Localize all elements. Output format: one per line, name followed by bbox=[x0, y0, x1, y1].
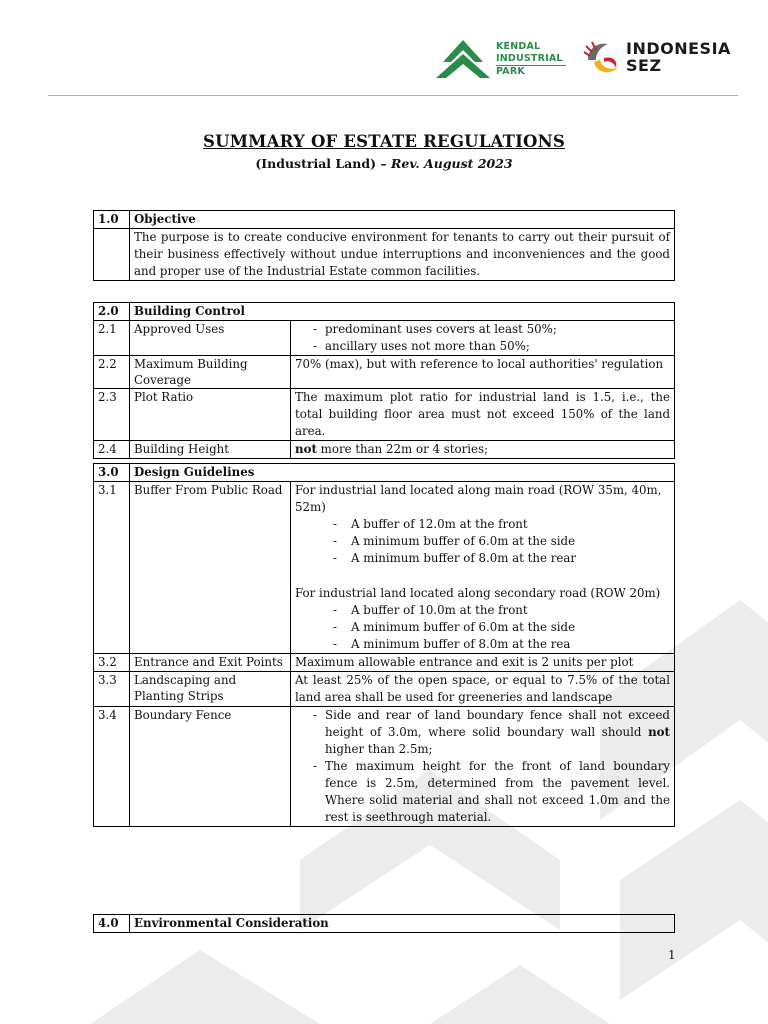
document-subtitle: (Industrial Land) – Rev. August 2023 bbox=[255, 156, 513, 171]
row-number: 2.1 bbox=[94, 321, 130, 356]
row-number: 3.1 bbox=[94, 482, 130, 654]
section-design-guidelines-table bbox=[93, 463, 675, 827]
table-row bbox=[94, 707, 675, 827]
indonesia-sez-wordmark: INDONESIA SEZ bbox=[626, 39, 731, 75]
row-number: 2.3 bbox=[94, 389, 130, 441]
list-item: - ancillary uses not more than 50%; bbox=[313, 339, 530, 353]
row-number: 3.2 bbox=[94, 654, 130, 672]
kendal-industrial-park-logo-icon bbox=[434, 38, 492, 78]
section-heading: Objective bbox=[130, 211, 675, 229]
list-item: - Side and rear of land boundary fence shall not exceed height of 3.0m, where solid boundary wall should not higher than 2.5m; bbox=[313, 708, 670, 756]
secondary-road-intro: For industrial land located along secondary road (ROW 20m) bbox=[295, 586, 661, 600]
row-value bbox=[291, 707, 675, 827]
list-item: - predominant uses covers at least 50%; bbox=[313, 322, 557, 336]
table-row bbox=[94, 672, 675, 707]
table-row bbox=[94, 356, 675, 389]
row-label: Entrance and Exit Points bbox=[130, 654, 291, 672]
table-row bbox=[94, 482, 675, 654]
row-value bbox=[291, 482, 675, 654]
header-logos bbox=[434, 36, 754, 84]
section-objective-table bbox=[93, 210, 675, 281]
row-number: 2.2 bbox=[94, 356, 130, 389]
objective-text: The purpose is to create conducive environment for tenants to carry out their pursuit of their business effectively without undue interruptions and inconveniences and the good and proper use of the Industrial Estate common facilities. bbox=[130, 229, 675, 281]
list-item: - A buffer of 12.0m at the front bbox=[333, 517, 528, 531]
row-number: 3.3 bbox=[94, 672, 130, 707]
row-label: Maximum Building Coverage bbox=[130, 356, 291, 389]
section-number: 1.0 bbox=[94, 211, 130, 229]
section-environmental-table bbox=[93, 914, 675, 933]
section-heading: Design Guidelines bbox=[130, 464, 675, 482]
section-number: 2.0 bbox=[94, 303, 130, 321]
section-building-control-table bbox=[93, 302, 675, 459]
row-number: 2.4 bbox=[94, 441, 130, 459]
list-item: - The maximum height for the front of land boundary fence is 2.5m, determined from the pavement level. Where solid material and shall not exceed 1.0m and the rest is seethrough material. bbox=[313, 759, 670, 824]
page-number: 1 bbox=[668, 948, 676, 962]
section-heading: Building Control bbox=[130, 303, 675, 321]
table-row bbox=[94, 389, 675, 441]
row-value: not more than 22m or 4 stories; bbox=[291, 441, 675, 459]
section-number: 4.0 bbox=[94, 915, 130, 933]
list-item: - A minimum buffer of 6.0m at the side bbox=[333, 534, 576, 548]
list-item: - A minimum buffer of 6.0m at the side bbox=[333, 620, 576, 634]
row-value: The maximum plot ratio for industrial land is 1.5, i.e., the total building floor area must not exceed 150% of the land area. bbox=[291, 389, 675, 441]
row-number: 3.4 bbox=[94, 707, 130, 827]
table-row bbox=[94, 441, 675, 459]
main-road-intro: For industrial land located along main road (ROW 35m, 40m, 52m) bbox=[295, 483, 662, 514]
section-heading: Environmental Consideration bbox=[130, 915, 675, 933]
indonesia-sez-logo-icon bbox=[580, 38, 622, 78]
row-label: Buffer From Public Road bbox=[130, 482, 291, 654]
list-item: - A minimum buffer of 8.0m at the rear bbox=[333, 551, 577, 565]
row-label: Approved Uses bbox=[130, 321, 291, 356]
row-value: 70% (max), but with reference to local authorities' regulation bbox=[291, 356, 675, 389]
table-row bbox=[94, 654, 675, 672]
row-value bbox=[291, 321, 675, 356]
document-title: SUMMARY OF ESTATE REGULATIONS bbox=[202, 132, 565, 151]
row-value: Maximum allowable entrance and exit is 2 units per plot bbox=[291, 654, 675, 672]
row-value: At least 25% of the open space, or equal to 7.5% of the total land area shall be used for greeneries and landscape bbox=[291, 672, 675, 707]
section-number: 3.0 bbox=[94, 464, 130, 482]
kendal-industrial-park-wordmark: KENDAL INDUSTRIAL PARK bbox=[496, 41, 566, 78]
table-row bbox=[94, 321, 675, 356]
list-item: - A minimum buffer of 8.0m at the rea bbox=[333, 637, 571, 651]
header-divider bbox=[48, 95, 738, 96]
row-label: Plot Ratio bbox=[130, 389, 291, 441]
list-item: - A buffer of 10.0m at the front bbox=[333, 603, 528, 617]
row-label: Building Height bbox=[130, 441, 291, 459]
row-label: Boundary Fence bbox=[130, 707, 291, 827]
row-label: Landscaping and Planting Strips bbox=[130, 672, 291, 707]
